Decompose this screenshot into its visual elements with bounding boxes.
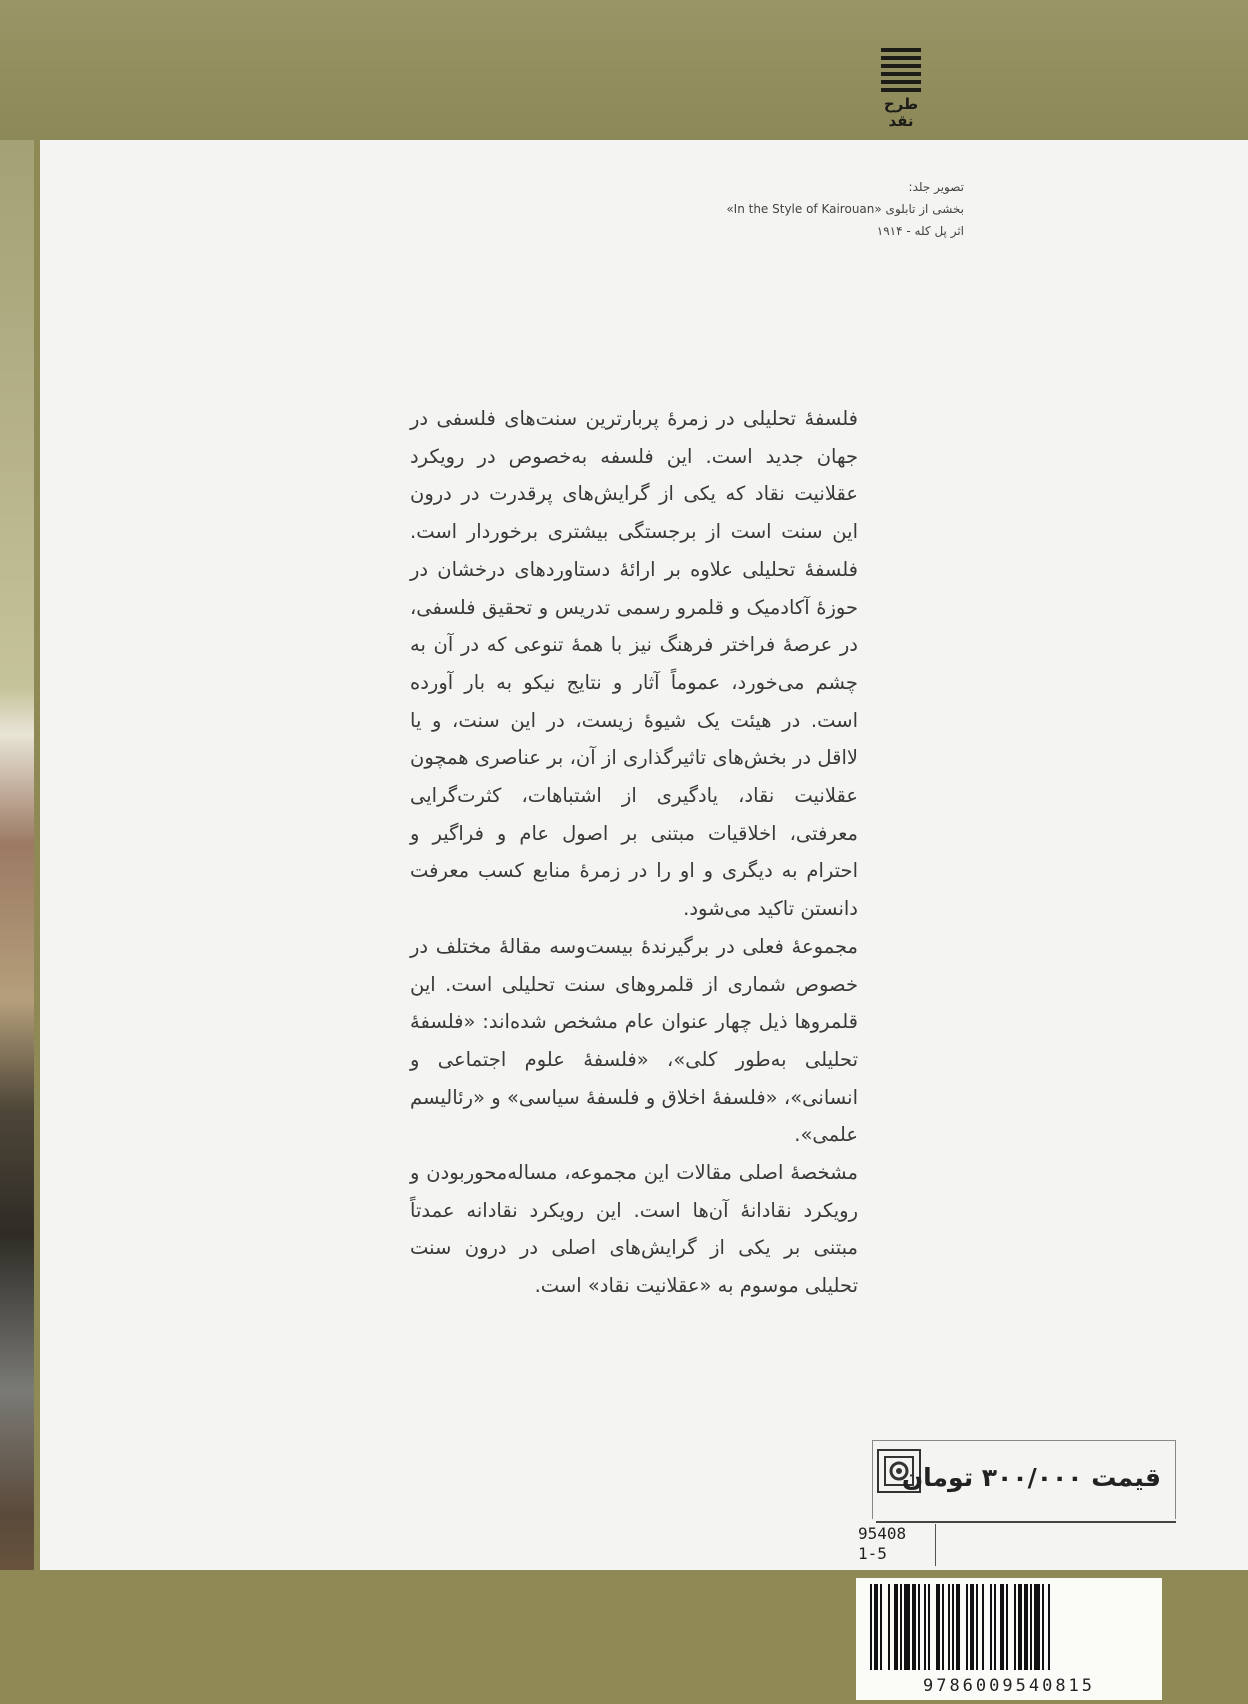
top-cover-band: [0, 0, 1248, 140]
cover-image-credit: [704, 176, 964, 242]
cover-artwork-strip: [0, 140, 34, 1704]
blurb-paragraph-1: فلسفهٔ تحلیلی در زمرهٔ پربارترین سنت‌های فلسفی در جهان جدید است. این فلسفه به‌خصوص در رویکرد عقلانیت نقاد که یکی از گرایش‌های پرقدرت در درون این سنت است از برجستگی بیشتری برخوردار است. فلسفهٔ تحلیلی علاوه بر ارائهٔ دستاوردهای درخشان در حوزهٔ آکادمیک و قلمرو رسمی تدریس و تحقیق فلسفی، در عرصهٔ فراختر فرهنگ نیز با همهٔ تنوعی که در آن به چشم می‌خورد، عموماً آثار و نتایج نیکو به بار آورده است. در هیئت یک شیوهٔ زیست، در این سنت، و یا لااقل در بخش‌های تاثیرگذاری از آن، بر عناصری همچون عقلانیت نقاد، یادگیری از اشتباهات، کثرت‌گرایی معرفتی، اخلاقیات مبتنی بر اصول عام و فراگیر و احترام به دیگری و او را در زمرهٔ منابع کسب معرفت دانستن تاکید می‌شود.: [410, 407, 858, 921]
credit-artwork-title: بخشی از تابلوی «In the Style of Kairouan»: [726, 202, 964, 216]
blurb-paragraph-2: مجموعهٔ فعلی در برگیرندهٔ بیست‌وسه مقالهٔ مختلف در خصوص شماری از قلمروهای سنت تحلیلی است. این قلمروها ذیل چهار عنوان عام مشخص شده‌اند: «فلسفهٔ تحلیلی به‌طور کلی»، «فلسفهٔ علوم اجتماعی و انسانی»، «فلسفهٔ اخلاق و فلسفهٔ سیاسی» و «رئالیسم علمی».: [410, 934, 858, 1147]
publisher-logo-text: طرح نقد: [883, 95, 919, 130]
catalog-code-1: 95408: [858, 1524, 907, 1543]
publisher-logo-mark-icon: [881, 48, 921, 92]
code-divider: [935, 1524, 936, 1566]
price-underline: [876, 1521, 1176, 1523]
blurb-paragraph-3: مشخصهٔ اصلی مقالات این مجموعه، مساله‌محوربودن و رویکرد نقادانهٔ آن‌ها است. این رویکرد نقادانه عمدتاً مبتنی بر یکی از گرایش‌های اصلی در درون سنت تحلیلی موسوم به «عقلانیت نقاد» است.: [410, 1161, 858, 1298]
publisher-logo: [876, 48, 926, 138]
price-text: قیمت ۳۰۰/۰۰۰ تومان: [901, 1463, 1161, 1492]
price-label: [872, 1440, 1176, 1519]
barcode-digits: 9786009540815: [922, 1676, 1096, 1696]
catalog-code-2: 1-5: [858, 1544, 887, 1563]
back-cover-blurb: [410, 400, 858, 1305]
credit-artist: اثر پل کله - ۱۹۱۴: [876, 224, 964, 238]
credit-label: تصویر جلد:: [908, 180, 964, 194]
catalog-codes: [858, 1524, 906, 1564]
barcode-bars: [870, 1584, 1148, 1670]
isbn-barcode: [856, 1578, 1162, 1700]
